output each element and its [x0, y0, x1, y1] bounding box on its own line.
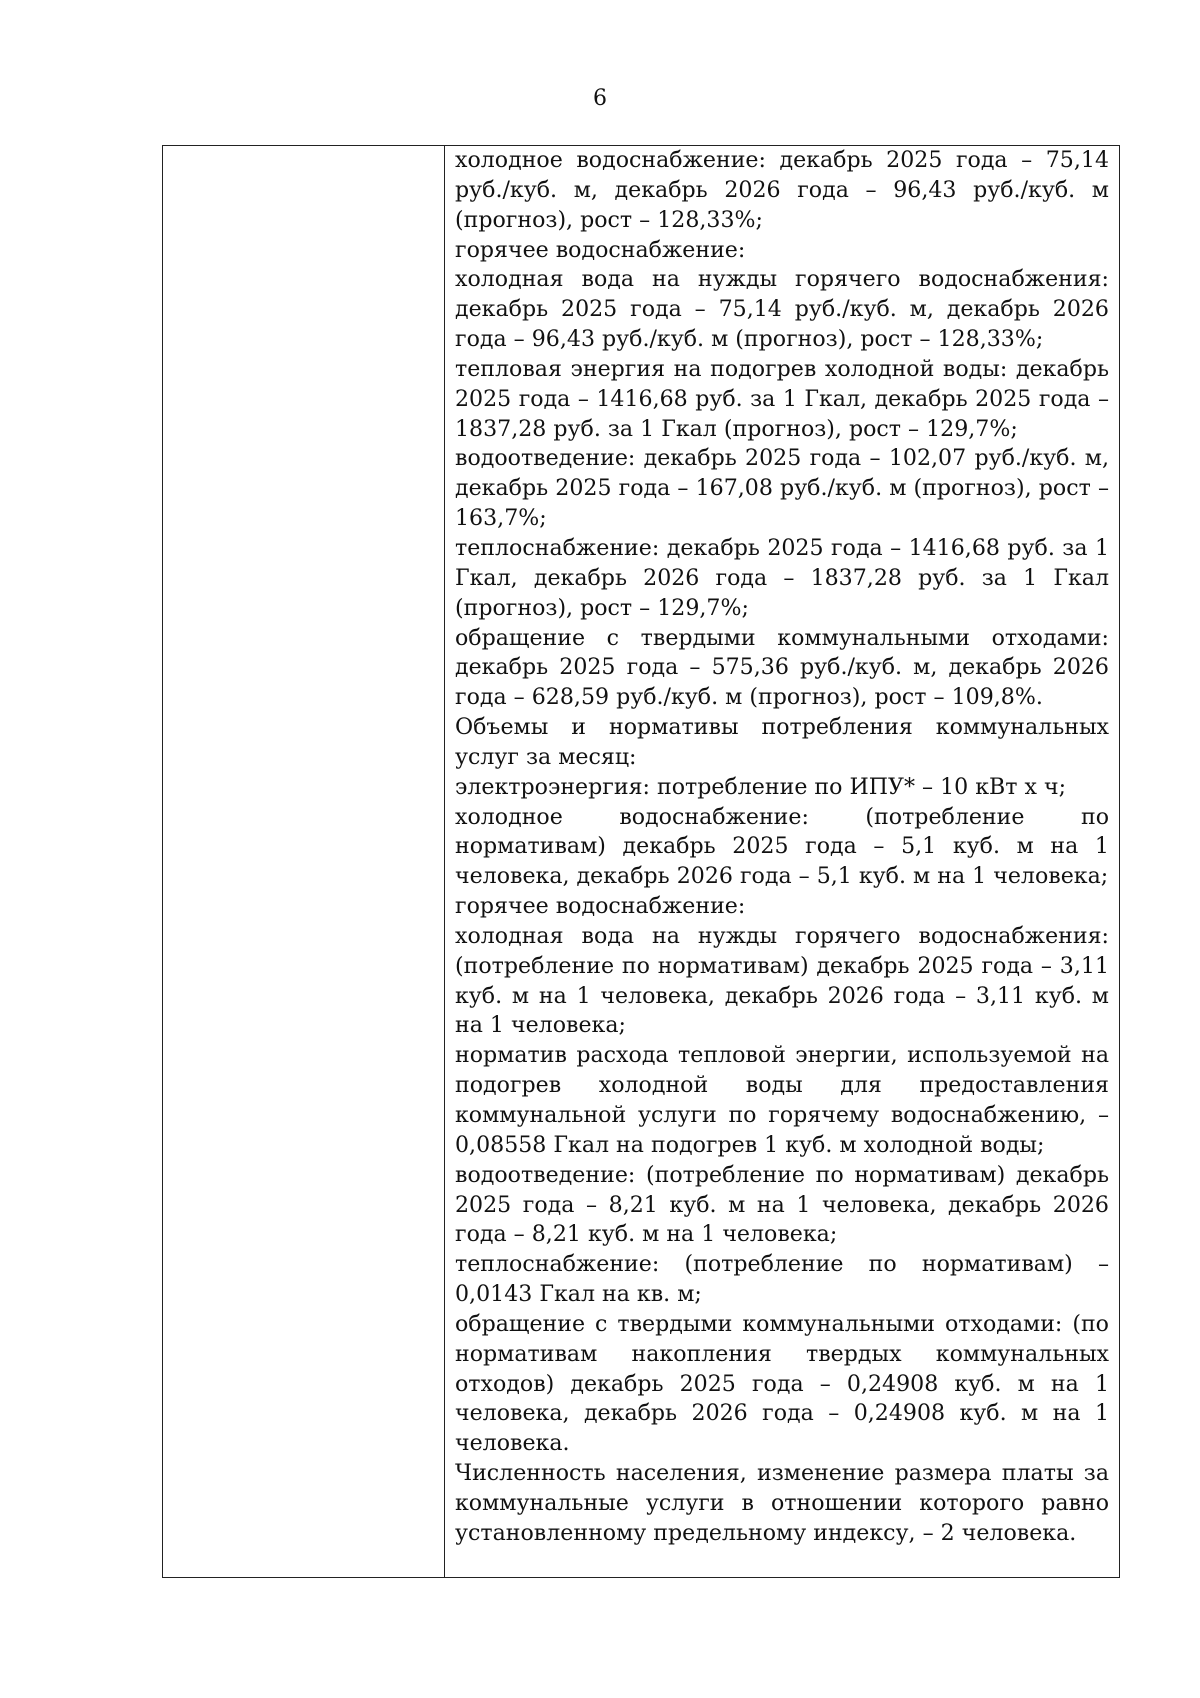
paragraph-cold-water-volume: холодное водоснабжение: (потребление по нормативам) декабрь 2025 года – 5,1 куб. м на 1 человека, декабрь 2026 года – 5,1 куб. м на 1 человека; [455, 803, 1109, 890]
paragraph-heat-energy-norm: норматив расхода тепловой энергии, используемой на подогрев холодной воды для предоставления коммунальной услуги по горячему водоснабжению, – 0,08558 Гкал на подогрев 1 куб. м холодной воды; [455, 1042, 1109, 1158]
paragraph-hot-water-cold-component-tariff: холодная вода на нужды горячего водоснабжения: декабрь 2025 года – 75,14 руб./куб. м, декабрь 2026 года – 96,43 руб./куб. м (прогноз), рост – 128,33%; [455, 266, 1109, 353]
page-number: 6 [593, 86, 607, 111]
paragraph-hot-water-cold-component-volume: холодная вода на нужды горячего водоснабжения: (потребление по нормативам) декабрь 2025 года – 3,11 куб. м на 1 человека, декабрь 2026 года – 3,11 куб. м на 1 человека; [455, 922, 1109, 1039]
table-left-cell [163, 146, 445, 1577]
paragraph-volumes-heading: Объемы и нормативы потребления коммунальных услуг за месяц: [455, 714, 1109, 770]
paragraph-solid-waste-tariff: обращение с твердыми коммунальными отходами: декабрь 2025 года – 575,36 руб./куб. м, декабрь 2026 года – 628,59 руб./куб. м (прогноз), рост – 109,8%. [455, 624, 1109, 711]
paragraph-hot-water-heading: горячее водоснабжение: [455, 236, 746, 263]
paragraph-heating-volume: теплоснабжение: (потребление по нормативам) – 0,0143 Гкал на кв. м; [455, 1251, 1109, 1308]
paragraph-heat-energy-tariff: тепловая энергия на подогрев холодной воды: декабрь 2025 года – 1416,68 руб. за 1 Гкал, декабрь 2025 года – 1837,28 руб. за 1 Гкал (прогноз), рост – 129,7%; [455, 355, 1109, 442]
paragraph-electricity-volume: электроэнергия: потребление по ИПУ* – 10 кВт х ч; [455, 773, 1067, 800]
paragraph-heating-tariff: теплоснабжение: декабрь 2025 года – 1416,68 руб. за 1 Гкал, декабрь 2026 года – 1837,28 руб. за 1 Гкал (прогноз), рост – 129,7%; [455, 534, 1109, 621]
table-right-cell [445, 146, 1119, 1577]
paragraph-population: Численность населения, изменение размера платы за коммунальные услуги в отношении которого равно установленному предельному индексу, – 2 человека. [455, 1460, 1109, 1546]
document-table [162, 145, 1120, 1578]
paragraph-hot-water-volume-heading: горячее водоснабжение: [455, 893, 746, 920]
paragraph-cold-water-tariff: холодное водоснабжение: декабрь 2025 года – 75,14 руб./куб. м, декабрь 2026 года – 96,43 руб./куб. м (прогноз), рост – 128,33%; [455, 147, 1109, 233]
paragraph-drainage-volume: водоотведение: (потребление по нормативам) декабрь 2025 года – 8,21 куб. м на 1 человека, декабрь 2026 года – 8,21 куб. м на 1 человека; [455, 1161, 1109, 1248]
paragraph-drainage-tariff: водоотведение: декабрь 2025 года – 102,07 руб./куб. м, декабрь 2025 года – 167,08 руб./куб. м (прогноз), рост – 163,7%; [455, 445, 1109, 532]
paragraph-solid-waste-volume: обращение с твердыми коммунальными отходами: (по нормативам накопления твердых коммунальных отходов) декабрь 2025 года – 0,24908 куб. м на 1 человека, декабрь 2026 года – 0,24908 куб. м на 1 человека. [455, 1310, 1109, 1457]
